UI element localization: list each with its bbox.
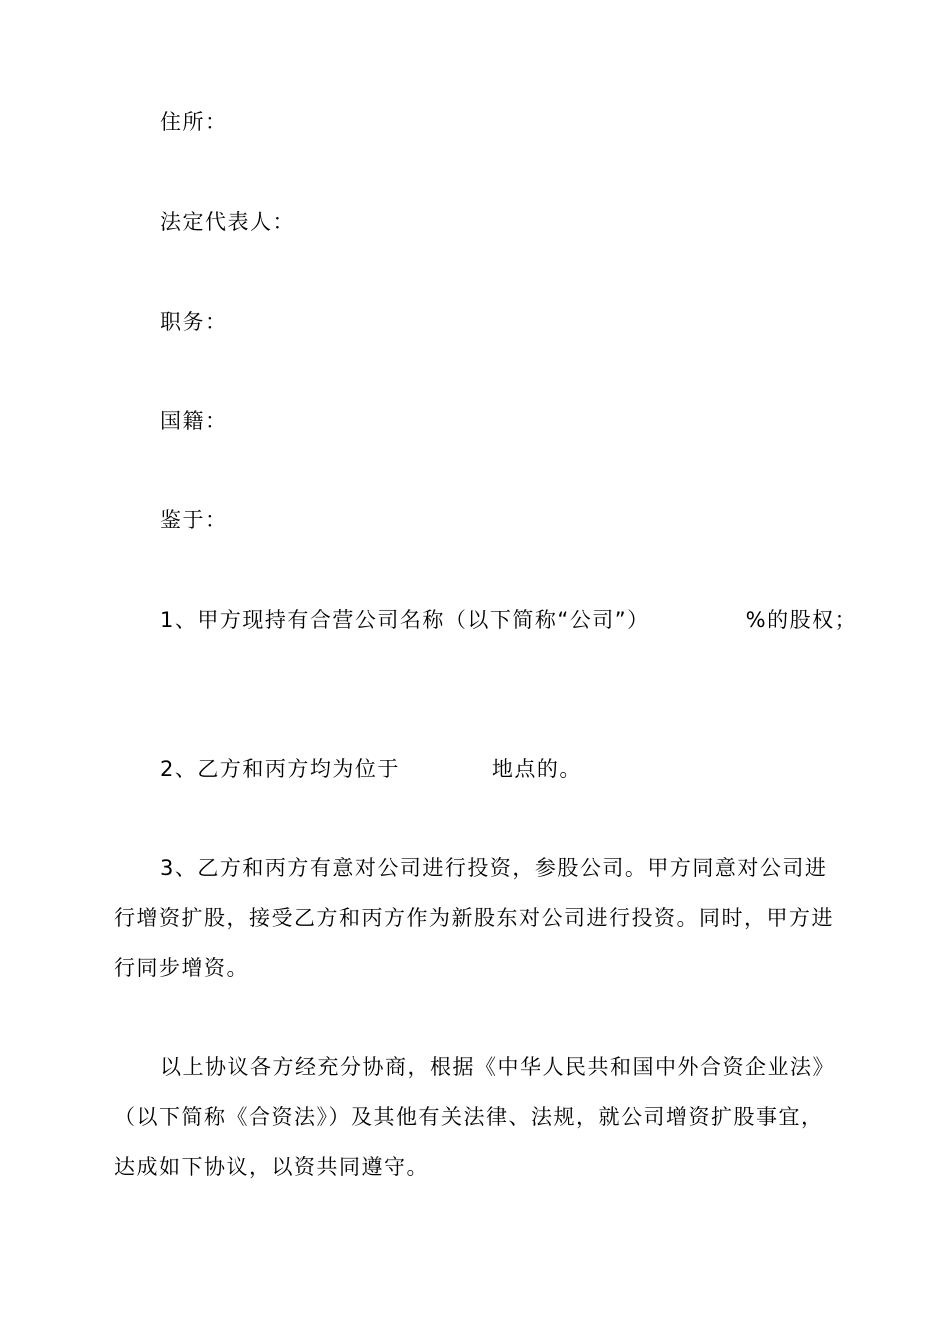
conclusion-line-2: （以下简称《合资法》）及其他有关法律、法规，就公司增资扩股事宜， [114,1105,824,1129]
conclusion-line-3: 达成如下协议，以资共同遵守。 [114,1155,429,1179]
whereas-item-2 [160,757,582,781]
whereas-item-3-line-3: 行同步增资。 [114,956,249,980]
field-label-position: 职务： [160,310,228,334]
field-label-nationality: 国籍： [160,409,228,433]
whereas-item-3-line-2: 行增资扩股，接受乙方和丙方作为新股东对公司进行投资。同时，甲方进 [114,906,834,930]
conclusion-line-1: 以上协议各方经充分协商，根据《中华人民共和国中外合资企业法》 [160,1055,835,1079]
whereas-item-1-suffix: %的股权； [745,608,858,632]
whereas-item-2-suffix: 地点的。 [491,757,582,781]
whereas-item-2-text: 2、乙方和丙方均为位于 [160,757,400,781]
whereas-item-3-line-1: 3、乙方和丙方有意对公司进行投资，参股公司。甲方同意对公司进 [160,856,828,880]
field-label-residence: 住所： [160,110,228,134]
field-label-whereas: 鉴于： [160,508,228,532]
field-label-legal-representative: 法定代表人： [160,210,295,234]
whereas-item-1 [160,608,857,632]
whereas-item-1-text: 1、甲方现持有合营公司名称（以下简称“公司”） [160,608,650,632]
